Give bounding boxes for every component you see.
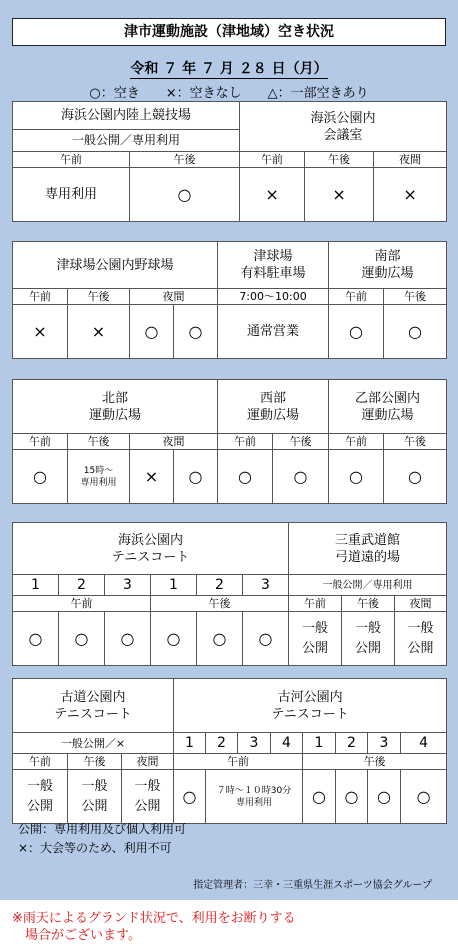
facility-name: 海浜公園内 会議室 — [240, 102, 447, 152]
facility-name: 津球場 有料駐車場 — [218, 242, 329, 289]
table-kaihin-tennis-kyudo — [12, 522, 447, 666]
status-cell: ○ — [13, 450, 68, 504]
table-furumichi-furukawa-tennis — [12, 678, 447, 824]
court-number: 2 — [206, 733, 238, 754]
facility-name: 海浜公園内 テニスコート — [13, 523, 289, 575]
court-number: 1 — [174, 733, 206, 754]
period-header: 午前 — [13, 152, 130, 168]
period-header: 午前 — [13, 289, 68, 305]
status-cell: × — [240, 168, 305, 222]
status-cell: 専用利用 — [13, 168, 130, 222]
court-number: 4 — [401, 733, 447, 754]
period-header: 夜間 — [122, 754, 174, 770]
period-header: 午後 — [68, 754, 122, 770]
status-cell: ○ — [174, 305, 218, 359]
status-cell: ○ — [130, 305, 174, 359]
court-number: 3 — [105, 575, 151, 596]
status-cell: × — [68, 305, 130, 359]
period-header: 午後 — [342, 596, 395, 612]
status-cell: ○ — [273, 450, 329, 504]
status-cell: ○ — [329, 450, 384, 504]
period-header: 夜間 — [130, 434, 218, 450]
status-cell: × — [13, 305, 68, 359]
status-cell: ○ — [401, 770, 447, 824]
status-cell: 一般 公開 — [122, 770, 174, 824]
facility-name: 南部 運動広場 — [329, 242, 447, 289]
period-header: 午前 — [329, 289, 384, 305]
usage-note: 一般公開／× — [13, 733, 174, 754]
legend: ○：空き ×：空きなし △：一部空きあり — [89, 86, 369, 101]
status-cell: ７時～１０時30分 専用利用 — [206, 770, 303, 824]
period-header: 午前 — [13, 596, 151, 612]
status-cell: ○ — [197, 612, 243, 666]
status-cell: ○ — [105, 612, 151, 666]
court-number: 1 — [303, 733, 336, 754]
period-header: 午後 — [303, 754, 447, 770]
period-header: 午後 — [305, 152, 374, 168]
period-header: 午後 — [130, 152, 240, 168]
court-number: 3 — [238, 733, 271, 754]
court-number: 2 — [197, 575, 243, 596]
note-unavailable: ×：大会等のため、利用不可 — [18, 841, 172, 855]
status-cell: ○ — [13, 612, 59, 666]
period-header: 午前 — [240, 152, 305, 168]
period-header: 夜間 — [374, 152, 447, 168]
period-header: 午後 — [151, 596, 289, 612]
period-header: 午後 — [273, 434, 329, 450]
period-header: 午前 — [329, 434, 384, 450]
status-cell: ○ — [174, 770, 206, 824]
court-number: 4 — [271, 733, 303, 754]
status-cell: 一般 公開 — [395, 612, 447, 666]
status-cell: ○ — [243, 612, 289, 666]
status-cell: ○ — [174, 450, 218, 504]
date-line — [0, 58, 458, 78]
period-header: 午前 — [218, 434, 273, 450]
period-header: 夜間 — [395, 596, 447, 612]
facility-name: 海浜公園内陸上競技場 — [13, 102, 240, 130]
period-header: 7:00～10:00 — [218, 289, 329, 305]
facility-name: 津球場公園内野球場 — [13, 242, 218, 289]
rain-warning: ※雨天によるグランド状況で、利用をお断りする 場合がございます。 — [12, 911, 296, 943]
period-header: 午後 — [68, 289, 130, 305]
page-title: 津市運動施設（津地域）空き状況 — [12, 18, 446, 46]
court-number: 3 — [243, 575, 289, 596]
facility-name: 西部 運動広場 — [218, 380, 329, 434]
court-number: 3 — [368, 733, 401, 754]
usage-note: 一般公開／専用利用 — [289, 575, 447, 596]
status-cell: × — [374, 168, 447, 222]
status-cell: ○ — [59, 612, 105, 666]
status-cell: × — [305, 168, 374, 222]
usage-note: 一般公開／専用利用 — [13, 130, 240, 152]
manager-credit: 指定管理者：三幸・三重県生涯スポーツ協会グループ — [193, 880, 432, 891]
status-cell: ○ — [218, 450, 273, 504]
period-header: 午前 — [13, 434, 68, 450]
period-header: 午前 — [289, 596, 342, 612]
status-cell: ○ — [151, 612, 197, 666]
status-cell: ○ — [336, 770, 368, 824]
period-header: 午前 — [13, 754, 68, 770]
period-header: 午後 — [68, 434, 130, 450]
court-number: 2 — [336, 733, 368, 754]
date-text: 令和 ７ 年 ７ 月 ２８ 日（月） — [130, 61, 328, 77]
table-baseball-parking-south — [12, 241, 447, 359]
status-cell: ○ — [384, 305, 447, 359]
status-cell: ○ — [303, 770, 336, 824]
facility-name: 三重武道館 弓道遠的場 — [289, 523, 447, 575]
note-public: 公開：専用利用及び個人利用可 — [18, 822, 187, 836]
status-cell: × — [130, 450, 174, 504]
facility-name: 乙部公園内 運動広場 — [329, 380, 447, 434]
status-cell: ○ — [368, 770, 401, 824]
table-north-west-otobe — [12, 379, 447, 504]
facility-name: 古道公園内 テニスコート — [13, 679, 174, 733]
period-header: 夜間 — [130, 289, 218, 305]
period-header: 午後 — [384, 434, 447, 450]
status-cell: 一般 公開 — [289, 612, 342, 666]
table-athletics-conference — [12, 101, 447, 222]
court-number: 1 — [13, 575, 59, 596]
period-header: 午後 — [384, 289, 447, 305]
status-cell: 一般 公開 — [342, 612, 395, 666]
status-cell: 通常営業 — [218, 305, 329, 359]
status-cell: ○ — [384, 450, 447, 504]
status-cell: ○ — [130, 168, 240, 222]
facility-name: 古河公園内 テニスコート — [174, 679, 447, 733]
status-cell: 15時～ 専用利用 — [68, 450, 130, 504]
status-cell: 一般 公開 — [13, 770, 68, 824]
court-number: 2 — [59, 575, 105, 596]
facility-name: 北部 運動広場 — [13, 380, 218, 434]
court-number: 1 — [151, 575, 197, 596]
period-header: 午前 — [174, 754, 303, 770]
status-cell: ○ — [329, 305, 384, 359]
status-cell: 一般 公開 — [68, 770, 122, 824]
